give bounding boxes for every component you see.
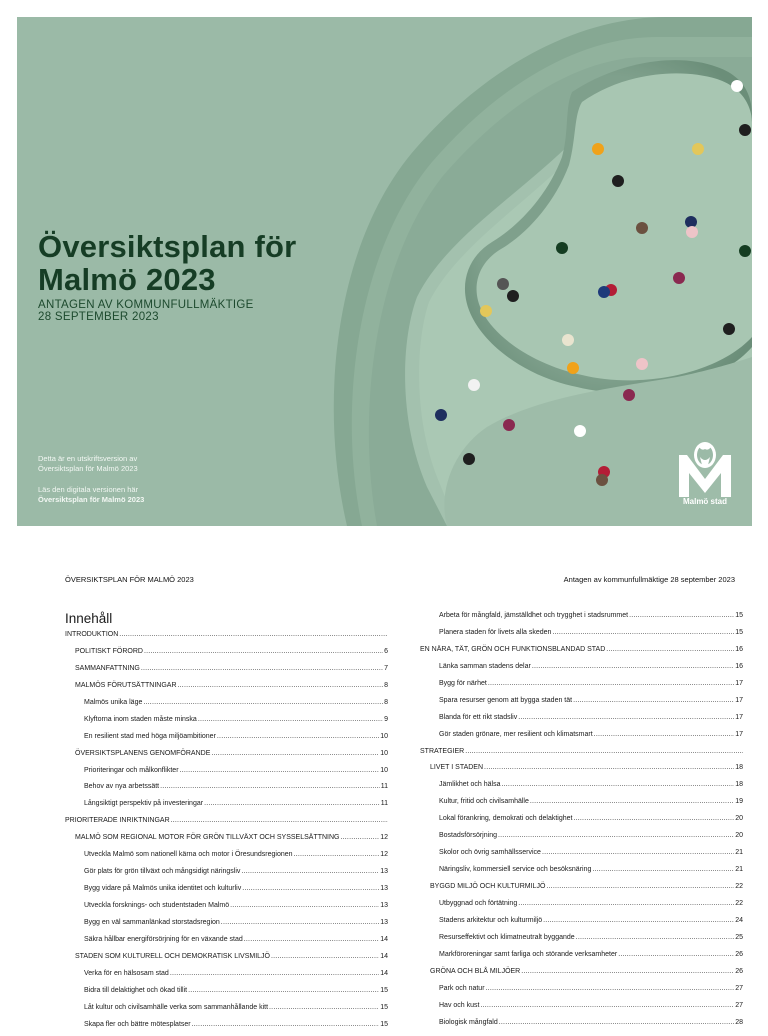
toc-entry[interactable] bbox=[420, 746, 743, 763]
toc-leader-dots bbox=[271, 951, 379, 963]
toc-entry-title: Låt kultur och civilsamhälle verka som sammanhållande kitt bbox=[84, 1003, 269, 1011]
toc-leader-dots bbox=[592, 864, 734, 876]
toc-entry-page: 20 bbox=[735, 815, 743, 823]
toc-entry[interactable] bbox=[65, 748, 388, 765]
toc-entry[interactable] bbox=[65, 714, 388, 731]
toc-leader-dots bbox=[171, 815, 388, 827]
toc-entry-page: 13 bbox=[380, 902, 388, 909]
toc-entry-page: 27 bbox=[735, 984, 743, 992]
toc-entry[interactable] bbox=[65, 900, 388, 917]
toc-entry[interactable] bbox=[65, 883, 388, 900]
toc-entry-title: Spara resurser genom att bygga staden tät bbox=[439, 696, 573, 704]
toc-leader-dots bbox=[192, 1019, 380, 1031]
toc-entry-page: 14 bbox=[380, 952, 388, 960]
toc-entry[interactable] bbox=[65, 917, 388, 934]
toc-entry[interactable] bbox=[65, 968, 388, 985]
toc-entry-page: 22 bbox=[735, 883, 743, 890]
toc-leader-dots bbox=[518, 898, 734, 910]
toc-entry[interactable] bbox=[420, 915, 743, 932]
toc-leader-dots bbox=[198, 714, 383, 726]
toc-entry-page: 11 bbox=[380, 800, 388, 808]
toc-entry[interactable] bbox=[65, 798, 388, 815]
toc-leader-dots bbox=[594, 729, 735, 741]
toc-entry[interactable] bbox=[65, 629, 388, 646]
toc-entry-title: Jämlikhet och hälsa bbox=[439, 781, 501, 789]
toc-entry-page: 13 bbox=[380, 885, 388, 893]
toc-leader-dots bbox=[188, 985, 379, 997]
toc-entry-title: Utveckla forsknings- och studentstaden Malmö bbox=[84, 902, 230, 909]
toc-entry[interactable] bbox=[420, 847, 743, 864]
toc-entry[interactable] bbox=[420, 627, 743, 644]
toc-leader-dots bbox=[542, 847, 734, 859]
toc-entry[interactable] bbox=[420, 949, 743, 966]
toc-entry-page: 21 bbox=[735, 866, 743, 874]
toc-entry-page: 7 bbox=[384, 664, 388, 672]
toc-entry[interactable] bbox=[65, 849, 388, 866]
toc-entry-title: Blanda för ett rikt stadsliv bbox=[439, 713, 518, 721]
toc-entry[interactable] bbox=[65, 985, 388, 1002]
toc-entry-page: 6 bbox=[384, 647, 388, 655]
toc-entry-page: 14 bbox=[380, 935, 388, 943]
toc-entry[interactable] bbox=[65, 1019, 388, 1036]
toc-entry[interactable] bbox=[420, 644, 743, 661]
toc-entry[interactable] bbox=[420, 881, 743, 898]
toc-leader-dots bbox=[552, 627, 734, 639]
toc-entry-title: Gör plats för grön tillväxt och mångsidigt näringsliv bbox=[84, 868, 241, 876]
toc-entry-page: 15 bbox=[380, 986, 388, 994]
toc-leader-dots bbox=[629, 610, 734, 622]
toc-leader-dots bbox=[543, 915, 734, 927]
toc-entry-title: Utveckla Malmö som nationell kärna och motor i Öresundsregionen bbox=[84, 851, 293, 859]
toc-entry[interactable] bbox=[420, 813, 743, 830]
toc-entry-title: ÖVERSIKTSPLANENS GENOMFÖRANDE bbox=[75, 749, 211, 757]
toc-entry-title: Gör staden grönare, mer resilient och klimatsmart bbox=[439, 730, 593, 738]
toc-leader-dots bbox=[241, 866, 379, 878]
toc-entry-page: 8 bbox=[384, 698, 388, 706]
cover-title-line-2: Malmö 2023 bbox=[38, 262, 216, 297]
toc-leader-dots bbox=[518, 712, 734, 724]
toc-leader-dots bbox=[486, 983, 735, 995]
toc-entry-title: Behov av nya arbetssätt bbox=[84, 783, 160, 791]
toc-entry-title: Verka för en hälsosam stad bbox=[84, 969, 169, 977]
toc-leader-dots bbox=[178, 680, 384, 692]
toc-entry-title: Bygg en väl sammanlänkad storstadsregion bbox=[84, 918, 220, 926]
toc-entry-title: EN NÄRA, TÄT, GRÖN OCH FUNKTIONSBLANDAD STAD bbox=[420, 645, 606, 653]
toc-entry[interactable] bbox=[420, 610, 743, 627]
toc-leader-dots bbox=[546, 881, 734, 893]
cover bbox=[17, 17, 752, 526]
toc-leader-dots bbox=[160, 781, 380, 793]
toc-entry-title: INTRODUKTION bbox=[65, 631, 119, 638]
toc-leader-dots bbox=[573, 695, 734, 707]
toc-entry-title: Bostadsförsörjning bbox=[439, 832, 497, 840]
toc-leader-dots bbox=[269, 1002, 379, 1014]
toc-entry-page: 15 bbox=[380, 1003, 388, 1011]
toc-entry[interactable] bbox=[420, 796, 743, 813]
toc-entry-title: Skolor och övrig samhällsservice bbox=[439, 849, 541, 857]
toc-entry-title: LIVET I STADEN bbox=[430, 764, 484, 772]
toc-leader-dots bbox=[465, 746, 743, 758]
toc-entry-page: 20 bbox=[735, 832, 743, 840]
toc-entry-title: Prioriteringar och målkonflikter bbox=[84, 766, 179, 774]
toc-entry-title: Stadens arkitektur och kulturmiljö bbox=[439, 916, 543, 924]
toc-entry-title: Långsiktigt perspektiv på investeringar bbox=[84, 800, 204, 808]
toc-entry[interactable] bbox=[65, 815, 388, 832]
toc-leader-dots bbox=[204, 798, 380, 810]
logo-text: Malmö stad bbox=[682, 497, 727, 506]
toc-entry-page: 12 bbox=[380, 851, 388, 859]
toc-entry-page: 18 bbox=[735, 781, 743, 789]
digital-version-note bbox=[38, 485, 144, 505]
toc-entry-page: 22 bbox=[735, 899, 743, 907]
cover-subtitle bbox=[38, 299, 254, 323]
toc-entry[interactable] bbox=[420, 1017, 743, 1034]
cover-subtitle-line-2: 28 SEPTEMBER 2023 bbox=[38, 311, 159, 323]
toc-entry[interactable] bbox=[420, 983, 743, 1000]
toc-entry-page: 17 bbox=[735, 713, 743, 721]
toc-entry-page: 18 bbox=[735, 764, 743, 772]
digital-version-link[interactable]: Översiktsplan för Malmö 2023 bbox=[38, 495, 145, 504]
toc-entry-title: Hav och kust bbox=[439, 1001, 480, 1009]
toc-entry[interactable] bbox=[65, 832, 388, 849]
digital-note-line: Läs den digitala versionen här bbox=[38, 485, 139, 494]
page-header-left: ÖVERSIKTSPLAN FÖR MALMÖ 2023 bbox=[65, 575, 194, 584]
toc-entry-title: Biologisk mångfald bbox=[439, 1018, 498, 1026]
cover-subtitle-line-1: ANTAGEN AV KOMMUNFULLMÄKTIGE bbox=[38, 299, 254, 311]
toc-entry-title: En resilient stad med höga miljöambitioner bbox=[84, 732, 216, 740]
toc-leader-dots bbox=[217, 731, 379, 743]
toc-entry-page: 27 bbox=[735, 1001, 743, 1009]
toc-entry-page: 13 bbox=[380, 918, 388, 926]
toc-entry[interactable] bbox=[65, 934, 388, 951]
page-header-right: Antagen av kommunfullmäktige 28 september 2023 bbox=[563, 575, 735, 584]
toc-entry[interactable] bbox=[65, 697, 388, 714]
toc-entry-title: Markföroreningar samt farliga och störande verksamheter bbox=[439, 950, 618, 958]
print-note-line-2: Översiktsplan för Malmö 2023 bbox=[38, 464, 138, 473]
toc-entry-title: Malmös unika läge bbox=[84, 698, 143, 706]
toc-leader-dots bbox=[484, 762, 734, 774]
toc-entry[interactable] bbox=[420, 932, 743, 949]
toc-leader-dots bbox=[501, 779, 734, 791]
toc-entry-page: 16 bbox=[735, 645, 743, 653]
toc-leader-dots bbox=[532, 661, 734, 673]
toc-entry[interactable] bbox=[420, 830, 743, 847]
toc-entry-title: Park och natur bbox=[439, 984, 485, 992]
toc-entry-title: MALMÖS FÖRUTSÄTTNINGAR bbox=[75, 681, 177, 689]
toc-entry[interactable] bbox=[65, 951, 388, 968]
toc-entry-title: MALMÖ SOM REGIONAL MOTOR FÖR GRÖN TILLVÄXT OCH SYSSELSÄTTNING bbox=[75, 834, 340, 842]
toc-leader-dots bbox=[144, 646, 383, 658]
toc-leader-dots bbox=[573, 813, 734, 825]
toc-entry-title: PRIORITERADE INRIKTNINGAR bbox=[65, 817, 170, 825]
toc-entry-title: Bygg vidare på Malmös unika identitet och kulturliv bbox=[84, 885, 242, 893]
toc-entry-page: 26 bbox=[735, 950, 743, 958]
toc-entry-title: Kultur, fritid och civilsamhälle bbox=[439, 798, 529, 806]
toc-entry-page: 15 bbox=[380, 1020, 388, 1028]
toc-entry-page: 15 bbox=[735, 628, 743, 636]
toc-leader-dots bbox=[244, 934, 379, 946]
toc-entry[interactable] bbox=[420, 1000, 743, 1017]
toc-leader-dots bbox=[211, 748, 379, 760]
toc-entry-title: Bidra till delaktighet och ökad tillit bbox=[84, 986, 188, 994]
toc-entry-title: Utbyggnad och förtätning bbox=[439, 899, 518, 907]
toc-leader-dots bbox=[242, 883, 379, 895]
toc-entry-page: 25 bbox=[735, 933, 743, 941]
toc-entry-page: 19 bbox=[735, 798, 743, 806]
toc-leader-dots bbox=[499, 1017, 734, 1029]
toc-entry-title: SAMMANFATTNING bbox=[75, 664, 140, 672]
toc-entry-title: BYGGD MILJÖ OCH KULTURMILJÖ bbox=[430, 883, 546, 890]
toc-entry-page: 17 bbox=[735, 696, 743, 704]
toc-entry[interactable] bbox=[420, 729, 743, 746]
toc-entry-page: 8 bbox=[384, 681, 388, 689]
toc-entry-page: 10 bbox=[380, 749, 388, 757]
toc-entry-title: Skapa fler och bättre mötesplatser bbox=[84, 1020, 191, 1028]
toc-entry[interactable] bbox=[65, 663, 388, 680]
toc-entry[interactable] bbox=[65, 781, 388, 798]
toc-entry-title: Resurseffektivt och klimatneutralt byggande bbox=[439, 933, 575, 941]
toc-leader-dots bbox=[143, 697, 383, 709]
toc-entry[interactable] bbox=[65, 646, 388, 663]
toc-entry[interactable] bbox=[65, 866, 388, 883]
toc-leader-dots bbox=[576, 932, 735, 944]
toc-leader-dots bbox=[119, 629, 388, 641]
toc-entry-title: Arbeta för mångfald, jämställdhet och trygghet i stadsrummet bbox=[439, 612, 629, 619]
toc-leader-dots bbox=[294, 849, 380, 861]
toc-entry[interactable] bbox=[420, 712, 743, 729]
toc-leader-dots bbox=[488, 678, 734, 690]
toc-leader-dots bbox=[221, 917, 379, 929]
cover-title-line-1: Översiktsplan för bbox=[38, 229, 297, 264]
toc-leader-dots bbox=[180, 765, 380, 777]
toc-entry-page: 28 bbox=[735, 1018, 743, 1026]
toc-heading: Innehåll bbox=[65, 611, 113, 626]
toc-entry-page: 16 bbox=[735, 662, 743, 670]
toc-entry-page: 24 bbox=[735, 916, 743, 924]
toc-right-column bbox=[420, 610, 743, 1033]
toc-entry-page: 13 bbox=[380, 868, 388, 876]
toc-entry-title: Säkra hållbar energiförsörjning för en växande stad bbox=[84, 935, 243, 943]
toc-entry-page: 11 bbox=[380, 783, 388, 791]
toc-entry[interactable] bbox=[420, 695, 743, 712]
toc-entry[interactable] bbox=[420, 779, 743, 796]
toc-entry-title: Näringsliv, kommersiell service och besöksnäring bbox=[439, 866, 592, 874]
toc-entry[interactable] bbox=[420, 661, 743, 678]
toc-entry-page: 10 bbox=[380, 766, 388, 774]
toc-entry-title: Länka samman stadens delar bbox=[439, 662, 531, 670]
toc-leader-dots bbox=[341, 832, 380, 844]
toc-entry-page: 17 bbox=[735, 679, 743, 687]
toc-entry-page: 9 bbox=[384, 715, 388, 723]
toc-entry-title: Bygg för närhet bbox=[439, 679, 487, 687]
toc-leader-dots bbox=[498, 830, 734, 842]
toc-entry[interactable] bbox=[420, 898, 743, 915]
toc-entry[interactable] bbox=[65, 731, 388, 748]
toc-left-column bbox=[65, 629, 388, 1036]
toc-entry-title: GRÖNA OCH BLÅ MILJÖER bbox=[430, 967, 521, 975]
toc-leader-dots bbox=[530, 796, 734, 808]
toc-leader-dots bbox=[141, 663, 383, 675]
toc-entry-title: Lokal förankring, demokrati och delaktighet bbox=[439, 815, 573, 823]
print-version-note bbox=[38, 454, 138, 474]
toc-leader-dots bbox=[230, 900, 379, 912]
cover-title bbox=[38, 230, 296, 296]
toc-entry-page: 21 bbox=[735, 849, 743, 857]
toc-leader-dots bbox=[170, 968, 379, 980]
toc-entry-page: 14 bbox=[380, 969, 388, 977]
toc-leader-dots bbox=[618, 949, 734, 961]
toc-entry-title: POLITISKT FÖRORD bbox=[75, 647, 143, 655]
toc-entry-page: 10 bbox=[380, 732, 388, 740]
toc-entry[interactable] bbox=[65, 680, 388, 697]
toc-entry[interactable] bbox=[65, 1002, 388, 1019]
toc-entry-title: STADEN SOM KULTURELL OCH DEMOKRATISK LIVSMILJÖ bbox=[75, 952, 270, 960]
toc-entry-title: Klyftorna inom staden måste minska bbox=[84, 715, 197, 723]
toc-entry-page: 12 bbox=[380, 834, 388, 842]
toc-entry-title: STRATEGIER bbox=[420, 747, 465, 755]
toc-entry-title: Planera staden för livets alla skeden bbox=[439, 628, 552, 636]
toc-entry-page: 17 bbox=[735, 730, 743, 738]
toc-entry[interactable] bbox=[65, 765, 388, 782]
toc-entry[interactable] bbox=[420, 864, 743, 881]
toc-entry[interactable] bbox=[420, 762, 743, 779]
toc-entry-page: 26 bbox=[735, 967, 743, 975]
toc-entry-page: 15 bbox=[735, 612, 743, 619]
toc-leader-dots bbox=[606, 644, 734, 656]
toc-entry[interactable] bbox=[420, 678, 743, 695]
toc-leader-dots bbox=[480, 1000, 734, 1012]
print-note-line-1: Detta är en utskriftsversion av bbox=[38, 454, 138, 463]
toc-leader-dots bbox=[521, 966, 734, 978]
toc-entry[interactable] bbox=[420, 966, 743, 983]
